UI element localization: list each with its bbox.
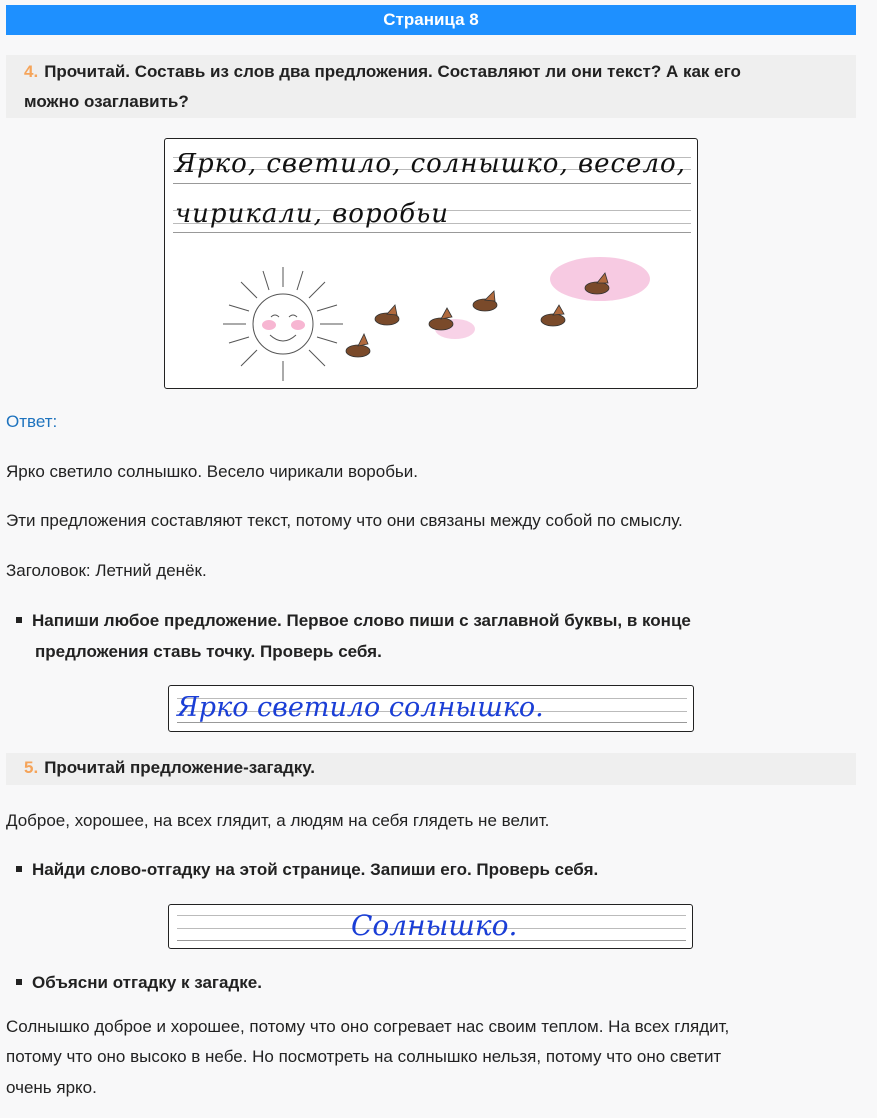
handwriting-sentence: Ярко светило солнышко. <box>177 692 544 723</box>
bullet-2 <box>16 854 598 885</box>
bullet-1 <box>16 605 691 667</box>
explanation-line-2: потому что оно высоко в небе. Но посмотреть на солнышко нельзя, потому что оно светит <box>6 1047 722 1066</box>
bullet-1-line-1: Напиши любое предложение. Первое слово пиши с заглавной буквы, в конце <box>32 611 691 630</box>
answer-paragraph-2: Эти предложения составляют текст, потому что они связаны между собой по смыслу. <box>6 511 683 530</box>
bullet-marker <box>16 979 22 985</box>
task-number: 5. <box>24 758 39 777</box>
explanation-line-3: очень ярко. <box>6 1078 97 1097</box>
task-4-prompt <box>6 55 856 118</box>
riddle-text: Доброе, хорошее, на всех глядит, а людям на себя глядеть не велит. <box>6 811 550 830</box>
bullet-2-text: Найди слово-отгадку на этой странице. Запиши его. Проверь себя. <box>32 860 599 879</box>
bullet-3 <box>16 967 262 998</box>
sun-and-sparrows-illustration <box>165 139 698 389</box>
task-5-title: Прочитай предложение-загадку. <box>44 758 315 777</box>
task-number: 4. <box>24 62 39 81</box>
handwriting-words-line-1: Ярко, светило, солнышко, весело, <box>175 149 686 179</box>
answer-paragraph-1: Ярко светило солнышко. Весело чирикали воробьи. <box>6 462 419 481</box>
bullet-3-text: Объясни отгадку к загадке. <box>32 973 262 992</box>
handwriting-guess-word: Солнышко. <box>351 909 518 942</box>
explanation-line-1: Солнышко доброе и хорошее, потому что оно согревает нас своим теплом. На всех глядит, <box>6 1017 730 1036</box>
bullet-1-line-2: предложения ставь точку. Проверь себя. <box>35 642 382 661</box>
illustration-card <box>164 138 698 389</box>
sun-icon <box>223 267 343 381</box>
bullet-marker <box>16 866 22 872</box>
handwriting-answer-box-1 <box>168 685 694 732</box>
task-4-line-1: Прочитай. Составь из слов два предложения. Составляют ли они текст? А как его <box>44 62 741 81</box>
answer-label: Ответ: <box>6 412 58 431</box>
handwriting-answer-box-2 <box>168 904 693 949</box>
page-title: Страница 8 <box>6 5 856 35</box>
task-4-line-2: можно озаглавить? <box>24 92 189 111</box>
handwriting-words-line-2: чирикали, воробьи <box>175 199 450 229</box>
task-5-prompt <box>6 753 856 785</box>
bullet-marker <box>16 617 22 623</box>
answer-paragraph-3: Заголовок: Летний денёк. <box>6 561 207 580</box>
